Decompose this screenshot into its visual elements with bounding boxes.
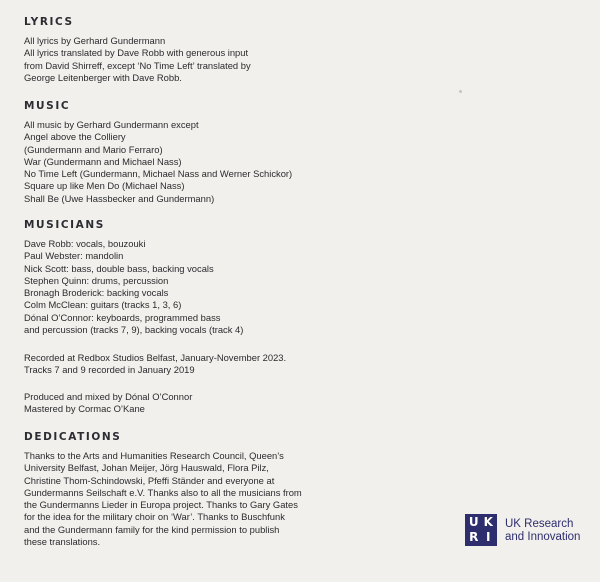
text-line: All lyrics translated by Dave Robb with generous input [24, 47, 249, 59]
text-line: Stephen Quinn: drums, percussion [24, 274, 169, 286]
text-line: War (Gundermann and Michael Nass) [24, 155, 182, 167]
musicians-lines [24, 238, 484, 336]
logo-letter: K [483, 515, 493, 529]
text-line: Dave Robb: vocals, bouzouki [24, 238, 146, 249]
logo-line-1: UK Research [505, 518, 574, 530]
text-line: Recorded at Redbox Studios Belfast, January-November 2023. [24, 352, 287, 363]
ukri-logo-icon [465, 514, 497, 546]
text-line: Bronagh Broderick: backing vocals [24, 287, 169, 299]
musicians-section [24, 219, 484, 336]
musicians-heading: MUSICIANS [24, 219, 105, 231]
text-line: Colm McClean: guitars (tracks 1, 3, 6) [24, 299, 182, 311]
logo-wordmark [505, 518, 580, 544]
text-line: and the Gundermann family for the kind permission to publish [24, 523, 280, 535]
text-line: No Time Left (Gundermann, Michael Nass and Werner Schickor) [24, 168, 293, 180]
music-heading: MUSIC [24, 100, 71, 112]
text-line: Thanks to the Arts and Humanities Research Council, Queen’s [24, 450, 284, 461]
recording-lines [24, 352, 484, 377]
production-lines [24, 391, 484, 416]
text-line: these translations. [24, 536, 101, 548]
text-line: Gundermanns Seilschaft e.V. Thanks also to all the musicians from [24, 486, 302, 498]
text-line: University Belfast, Johan Meijer, Jörg Hauswald, Flora Pilz, [24, 462, 269, 474]
logo-line-2: and Innovation [505, 531, 581, 543]
text-line: Paul Webster: mandolin [24, 250, 124, 262]
text-line: and percussion (tracks 7, 9), backing vocals (track 4) [24, 324, 244, 336]
production-info [24, 391, 484, 416]
text-line: All lyrics by Gerhard Gundermann [24, 35, 166, 46]
text-line: the Gundermanns Lieder in Europa project. Thanks to Gary Gates [24, 499, 298, 511]
text-line: Angel above the Colliery [24, 131, 126, 143]
text-line: for the idea for the military choir on ‘War’. Thanks to Buschfunk [24, 511, 285, 523]
lyrics-lines [24, 35, 484, 84]
text-line: from David Shirreff, except ‘No Time Left’ translated by [24, 59, 251, 71]
dedications-section [24, 431, 484, 548]
text-line: Tracks 7 and 9 recorded in January 2019 [24, 364, 195, 376]
text-line: George Leitenberger with Dave Robb. [24, 71, 182, 83]
paper-speck [459, 90, 462, 93]
text-line: (Gundermann and Mario Ferraro) [24, 143, 163, 155]
text-line: Square up like Men Do (Michael Nass) [24, 180, 185, 192]
recording-info [24, 352, 484, 377]
logo-letter: R [469, 529, 479, 544]
logo-letter: U [468, 515, 479, 529]
dedications-lines [24, 450, 484, 548]
dedications-heading: DEDICATIONS [24, 431, 122, 443]
ukri-logo [465, 514, 585, 554]
text-line: Dónal O’Connor: keyboards, programmed bass [24, 311, 221, 323]
text-line: All music by Gerhard Gundermann except [24, 119, 199, 130]
text-line: Nick Scott: bass, double bass, backing vocals [24, 262, 214, 274]
text-line: Produced and mixed by Dónal O’Connor [24, 391, 193, 402]
music-section [24, 100, 484, 205]
lyrics-section [24, 16, 484, 84]
music-lines [24, 119, 484, 205]
text-line: Shall Be (Uwe Hassbecker and Gundermann) [24, 192, 215, 204]
logo-letter: I [486, 529, 491, 544]
text-line: Mastered by Cormac O’Kane [24, 403, 145, 415]
lyrics-heading: LYRICS [24, 16, 74, 28]
text-line: Christine Thom-Schindowski, Pfeffi Ständer and everyone at [24, 474, 275, 486]
